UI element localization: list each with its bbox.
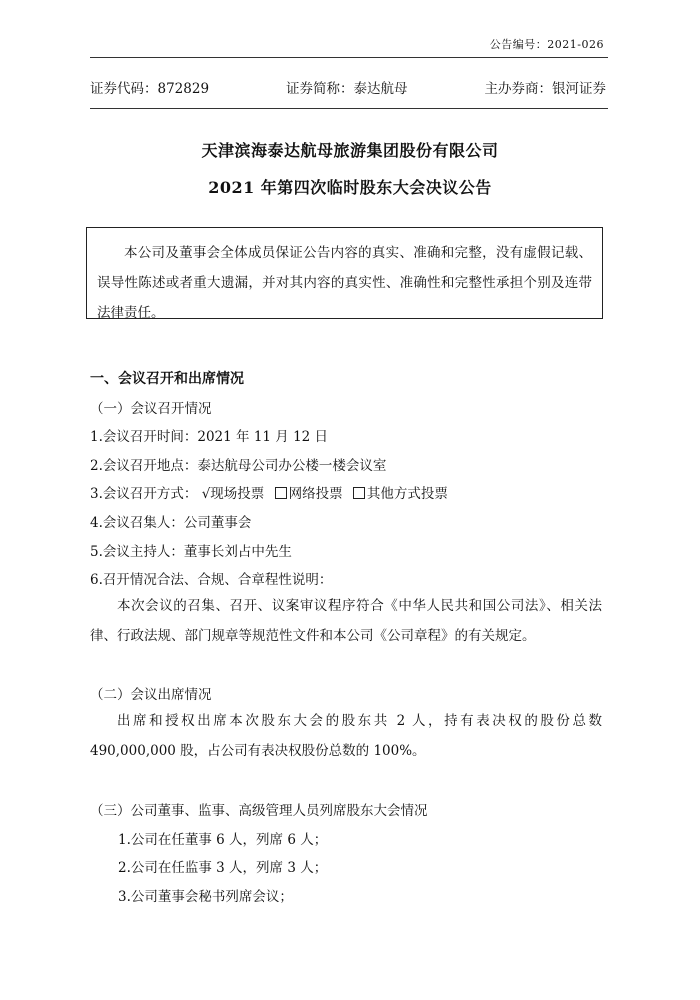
sponsor-broker: 主办券商：银河证券 <box>484 81 606 97</box>
unchecked-box-icon <box>275 487 287 499</box>
securities-abbreviation: 证券简称：泰达航母 <box>286 81 408 97</box>
subsection-1-heading: （一）会议召开情况 <box>90 401 212 417</box>
announcement-number: 公告编号：2021-026 <box>489 38 604 51</box>
meeting-location: 2.会议召开地点：泰达航母公司办公楼一楼会议室 <box>90 458 387 474</box>
compliance-paragraph <box>90 591 602 651</box>
meeting-method-label: 3.会议召开方式： <box>90 486 198 502</box>
option-other-vote: 其他方式投票 <box>366 486 448 502</box>
directors-attendance: 1.公司在任董事 6 人，列席 6 人； <box>118 832 328 848</box>
attendance-paragraph <box>90 706 602 766</box>
subsection-2-heading: （二）会议出席情况 <box>90 687 212 703</box>
attendance-text: 出席和授权出席本次股东大会的股东共 2 人，持有表决权的股份总数 490,000,000 股，占公司有表决权股份总数的 100%。 <box>90 713 602 759</box>
compliance-heading: 6.召开情况合法、合规、合章程性说明： <box>90 572 333 588</box>
section-1-heading: 一、会议召开和出席情况 <box>90 371 244 387</box>
responsibility-statement-box <box>86 227 603 319</box>
meeting-convener: 4.会议召集人：公司董事会 <box>90 515 252 531</box>
header-divider <box>90 57 608 58</box>
securities-code: 证券代码：872829 <box>90 81 210 97</box>
company-title: 天津滨海泰达航母旅游集团股份有限公司 <box>201 141 499 160</box>
option-onsite-vote: √现场投票 <box>201 486 265 502</box>
compliance-text: 本次会议的召集、召开、议案审议程序符合《中华人民共和国公司法》、相关法律、行政法规、部门规章等规范性文件和本公司《公司章程》的有关规定。 <box>90 598 602 644</box>
secretary-attendance: 3.公司董事会秘书列席会议； <box>118 889 293 905</box>
responsibility-statement: 本公司及董事会全体成员保证公告内容的真实、准确和完整，没有虚假记载、误导性陈述或者重大遗漏，并对其内容的真实性、准确性和完整性承担个别及连带法律责任。 <box>97 245 592 321</box>
supervisors-attendance: 2.公司在任监事 3 人，列席 3 人； <box>118 860 328 876</box>
securities-info-row <box>90 77 606 97</box>
option-online-vote: 网络投票 <box>288 486 343 502</box>
meeting-host: 5.会议主持人：董事长刘占中先生 <box>90 544 292 560</box>
unchecked-box-icon <box>353 487 365 499</box>
securities-divider <box>90 108 608 109</box>
subsection-3-heading: （三）公司董事、监事、高级管理人员列席股东大会情况 <box>90 803 428 819</box>
meeting-time: 1.会议召开时间：2021 年 11 月 12 日 <box>90 429 329 445</box>
document-title: 2021 年第四次临时股东大会决议公告 <box>208 178 492 197</box>
meeting-method <box>90 482 606 502</box>
